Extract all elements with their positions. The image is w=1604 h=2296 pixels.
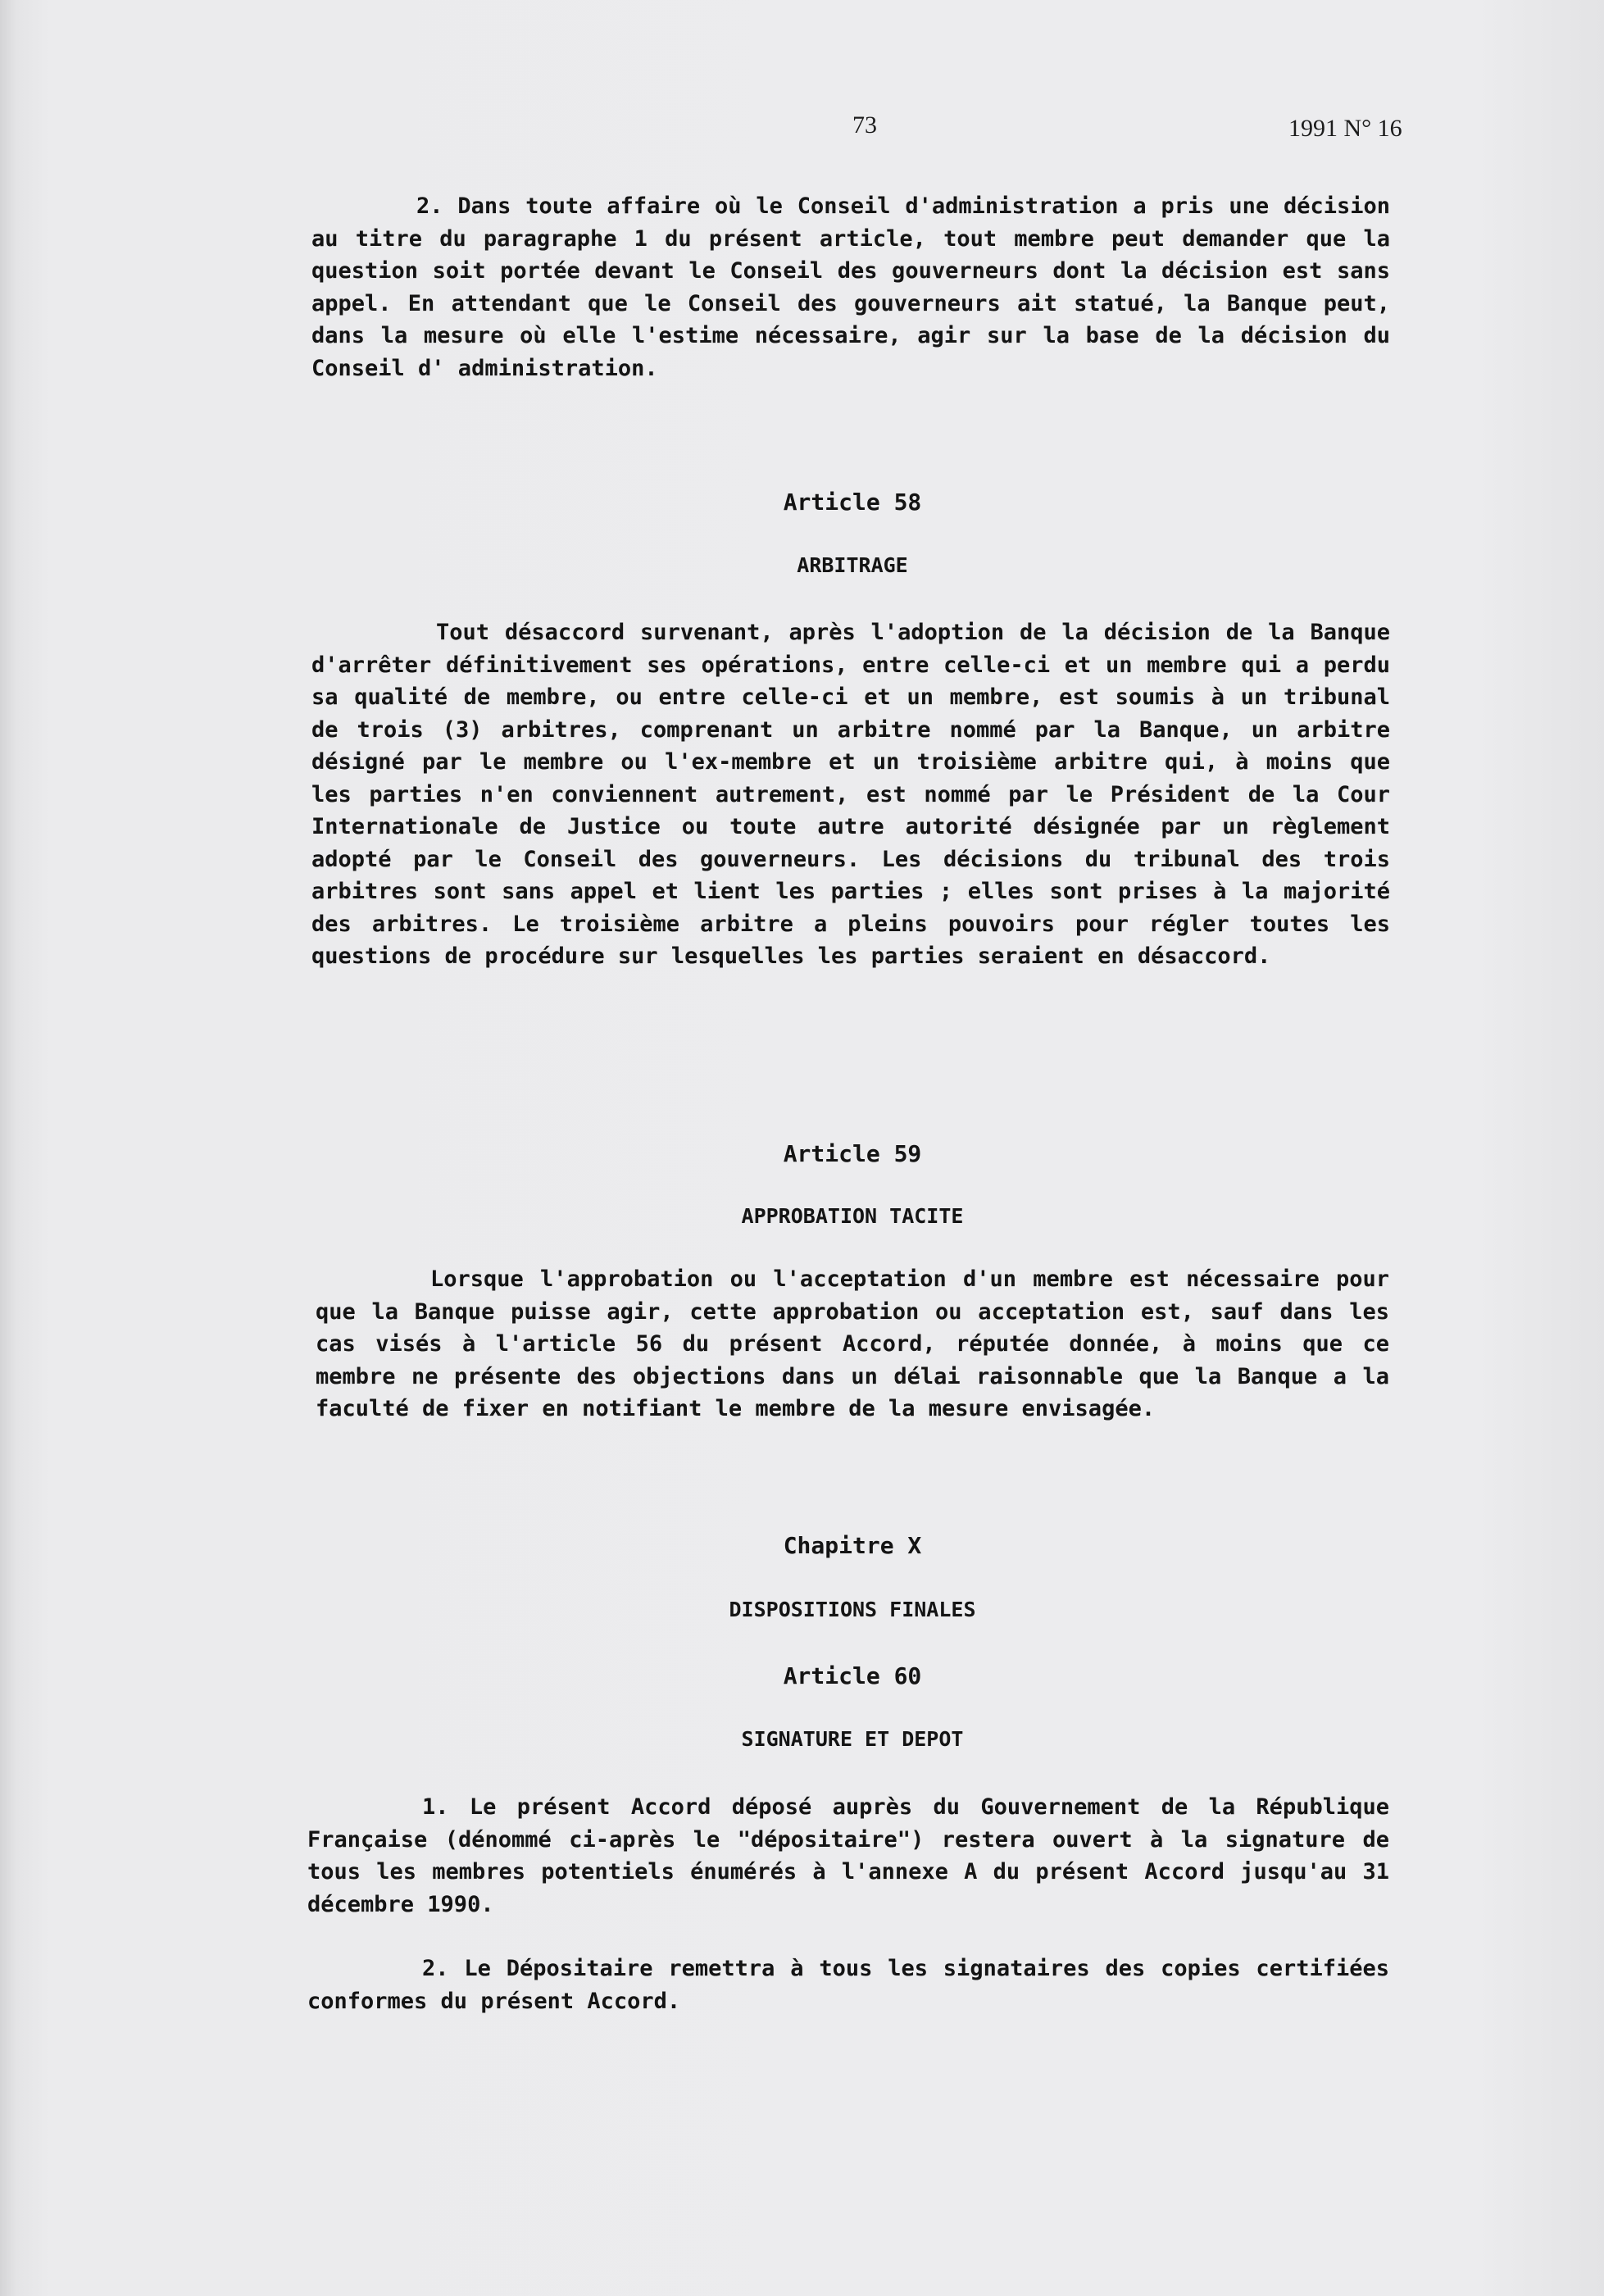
article-58-body: Tout désaccord survenant, après l'adoption de la décision de la Banque d'arrêter définitivement ses opérations, entre celle-ci et un membre qui a perdu sa qualité de membre, ou entre celle-ci et un membre, est soumis à un tribunal de trois (3) arbitres, comprenant un arbitre nommé par la Banque, un arbitre désigné par le membre ou l'ex-membre et un troisième arbitre qui, à moins que les parties n'en conviennent autrement, est nommé par le Président de la Cour Internationale de Justice ou toute autre autorité désignée par un règlement adopté par le Conseil des gouverneurs. Les décisions du tribunal des trois arbitres sont sans appel et lient les parties ; elles sont prises à la majorité des arbitres. Le troisième arbitre a pleins pouvoirs pour régler toutes les questions de procédure sur lesquelles les parties seraient en désaccord. [311,620,1390,969]
article-60-paragraph-2: 2. Le Dépositaire remettra à tous les signataires des copies certifiées conformes du présent Accord. [307,1956,1389,2014]
chapter-10-subtitle: DISPOSITIONS FINALES [729,1598,976,1621]
publication-reference: 1991 N° 16 [1288,115,1402,142]
article-58-title: Article 58 [783,489,922,516]
article-57-paragraph-2: 2. Dans toute affaire où le Conseil d'administration a pris une décision au titre du paragraphe 1 du présent article, tout membre peut demander que la question soit portée devant le Conseil des gouverneurs dont la décision est sans appel. En attendant que le Conseil des gouverneurs ait statué, la Banque peut, dans la mesure où elle l'estime nécessaire, agir sur la base de la décision du Conseil d' administration. [311,193,1390,381]
chapter-10-title: Chapitre X [783,1532,922,1559]
article-60-title: Article 60 [783,1662,922,1689]
article-59-subtitle: APPROBATION TACITE [741,1204,964,1228]
article-59-title: Article 59 [783,1140,922,1167]
article-60-paragraph-1: 1. Le présent Accord déposé auprès du Gouvernement de la République Française (dénommé ci-après le "dépositaire") restera ouvert à la signature de tous les membres potentiels énumérés à l'annexe A du présent Accord jusqu'au 31 décembre 1990. [307,1794,1389,1917]
article-59-body: Lorsque l'approbation ou l'acceptation d'un membre est nécessaire pour que la Banque puisse agir, cette approbation ou acceptation est, sauf dans les cas visés à l'article 56 du présent Accord, réputée donnée, à moins que ce membre ne présente des objections dans un délai raisonnable que la Banque a la faculté de fixer en notifiant le membre de la mesure envisagée. [316,1266,1389,1421]
article-58-subtitle: ARBITRAGE [797,553,908,577]
page-number: 73 [852,111,877,139]
article-60-subtitle: SIGNATURE ET DEPOT [741,1727,964,1751]
